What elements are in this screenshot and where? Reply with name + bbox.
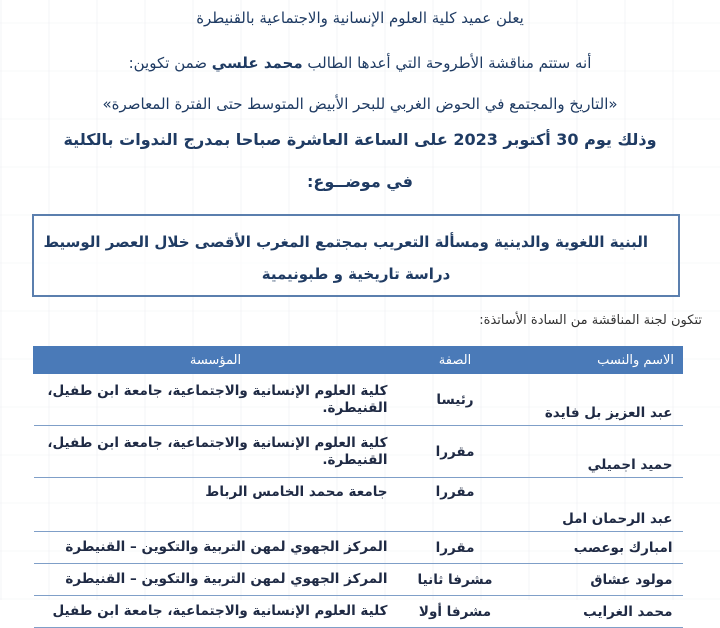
member-role: مقررا xyxy=(398,532,513,564)
member-name: محمد الغرايب xyxy=(513,596,683,628)
dean-announcement: يعلن عميد كلية العلوم الإنسانية والاجتماعية بالقنيطرة xyxy=(196,9,524,27)
committee-table-header xyxy=(34,347,683,374)
member-role: مقررا xyxy=(398,478,513,532)
member-role: مقررا xyxy=(398,426,513,478)
member-institution: جامعة محمد الخامس الرباط xyxy=(34,478,398,532)
table-row xyxy=(34,596,683,628)
intro-text-before: أنه ستتم مناقشة الأطروحة التي أعدها الطالب xyxy=(302,54,592,72)
topic-label: في موضــوع: xyxy=(307,172,413,191)
member-role: مشرفا أولا xyxy=(398,596,513,628)
member-name: حميد اجميلي xyxy=(513,426,683,478)
member-name: امبارك بوعصب xyxy=(513,532,683,564)
header-role: الصفة xyxy=(398,347,513,374)
header-institution: المؤسسة xyxy=(34,347,398,374)
table-row xyxy=(34,478,683,532)
thesis-subtitle: دراسة تاريخية و طبونيمية xyxy=(261,265,451,283)
member-name: عبد العزيز بل فايدة xyxy=(513,374,683,426)
table-row xyxy=(34,374,683,426)
member-institution: كلية العلوم الإنسانية والاجتماعية، جامعة ابن طفيل xyxy=(34,596,398,628)
training-program: «التاريخ والمجتمع في الحوض الغربي للبحر الأبيض المتوسط حتى الفترة المعاصرة» xyxy=(102,95,618,113)
defense-date-location: وذلك يوم 30 أكتوبر 2023 على الساعة العاشرة صباحا بمدرج الندوات بالكلية xyxy=(63,130,657,149)
member-institution: كلية العلوم الإنسانية والاجتماعية، جامعة ابن طفيل، القنيطرة. xyxy=(34,426,398,478)
student-name: محمد علسي xyxy=(211,54,303,72)
member-role: مشرفا ثانيا xyxy=(398,564,513,596)
committee-intro: تتكون لجنة المناقشة من السادة الأساتذة: xyxy=(479,313,702,328)
member-institution: المركز الجهوي لمهن التربية والتكوين – القنيطرة xyxy=(34,532,398,564)
table-row xyxy=(34,564,683,596)
member-institution: المركز الجهوي لمهن التربية والتكوين – القنيطرة xyxy=(34,564,398,596)
thesis-title: البنية اللغوية والدينية ومسألة التعريب بمجتمع المغرب الأقصى خلال العصر الوسيط xyxy=(43,233,648,251)
table-row xyxy=(34,532,683,564)
member-name: مولود عشاق xyxy=(513,564,683,596)
member-institution: كلية العلوم الإنسانية والاجتماعية، جامعة ابن طفيل، القنيطرة. xyxy=(34,374,398,426)
committee-table xyxy=(33,346,683,628)
member-name: عبد الرحمان امل xyxy=(513,478,683,532)
header-name: الاسم والنسب xyxy=(513,347,683,374)
member-role: رئيسا xyxy=(398,374,513,426)
thesis-topic-box xyxy=(32,214,680,297)
table-row xyxy=(34,426,683,478)
thesis-defense-intro xyxy=(0,54,720,72)
intro-text-after: ضمن تكوين: xyxy=(128,54,212,72)
